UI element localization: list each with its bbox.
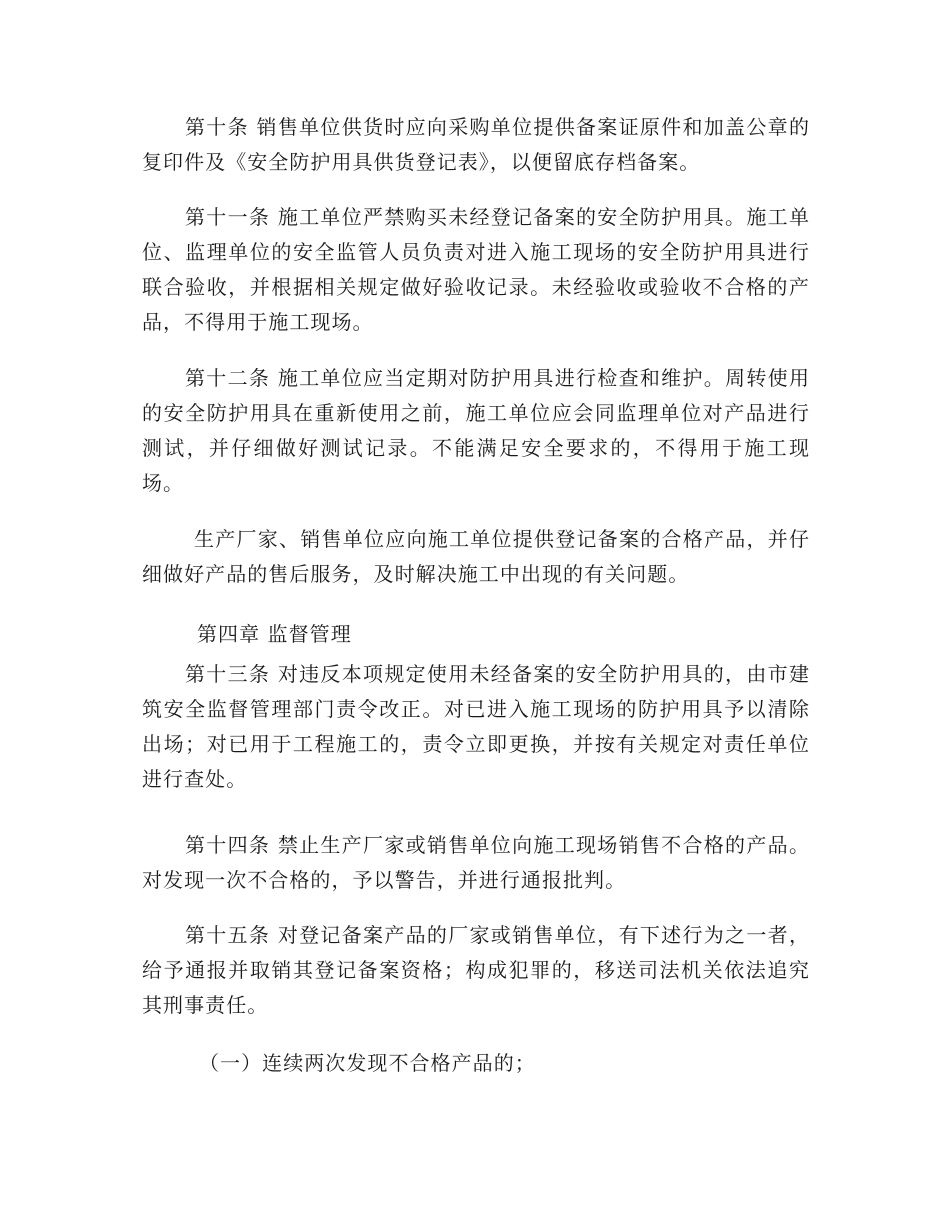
article-15-paragraph: 第十五条 对登记备案产品的厂家或销售单位，有下述行为之一者，给予通报并取销其登记备案资格；构成犯罪的，移送司法机关依法追究其刑事责任。 <box>142 923 810 1017</box>
article-10-paragraph: 第十条 销售单位供货时应向采购单位提供备案证原件和加盖公章的复印件及《安全防护用具供货登记表》，以便留底存档备案。 <box>142 115 810 174</box>
article-14-paragraph: 第十四条 禁止生产厂家或销售单位向施工现场销售不合格的产品。对发现一次不合格的，予以警告，并进行通报批判。 <box>142 833 810 892</box>
list-item: （一）连续两次发现不合格产品的； <box>199 1051 536 1075</box>
manufacturer-obligation-paragraph: 生产厂家、销售单位应向施工单位提供登记备案的合格产品，并仔细做好产品的售后服务，及时解决施工中出现的有关问题。 <box>142 527 810 586</box>
article-11-paragraph: 第十一条 施工单位严禁购买未经登记备案的安全防护用具。施工单位、监理单位的安全监管人员负责对进入施工现场的安全防护用具进行联合验收，并根据相关规定做好验收记录。未经验收或验收不合格的产品，不得用于施工现场。 <box>142 205 810 334</box>
chapter-heading: 第四章 监督管理 <box>197 622 352 646</box>
article-12-paragraph: 第十二条 施工单位应当定期对防护用具进行检查和维护。周转使用的安全防护用具在重新使用之前，施工单位应会同监理单位对产品进行测试，并仔细做好测试记录。不能满足安全要求的，不得用于施工现场。 <box>142 366 810 495</box>
article-13-paragraph: 第十三条 对违反本项规定使用未经备案的安全防护用具的，由市建筑安全监督管理部门责令改正。对已进入施工现场的防护用具予以清除出场；对已用于工程施工的，责令立即更换，并按有关规定对责任单位进行查处。 <box>142 662 810 791</box>
